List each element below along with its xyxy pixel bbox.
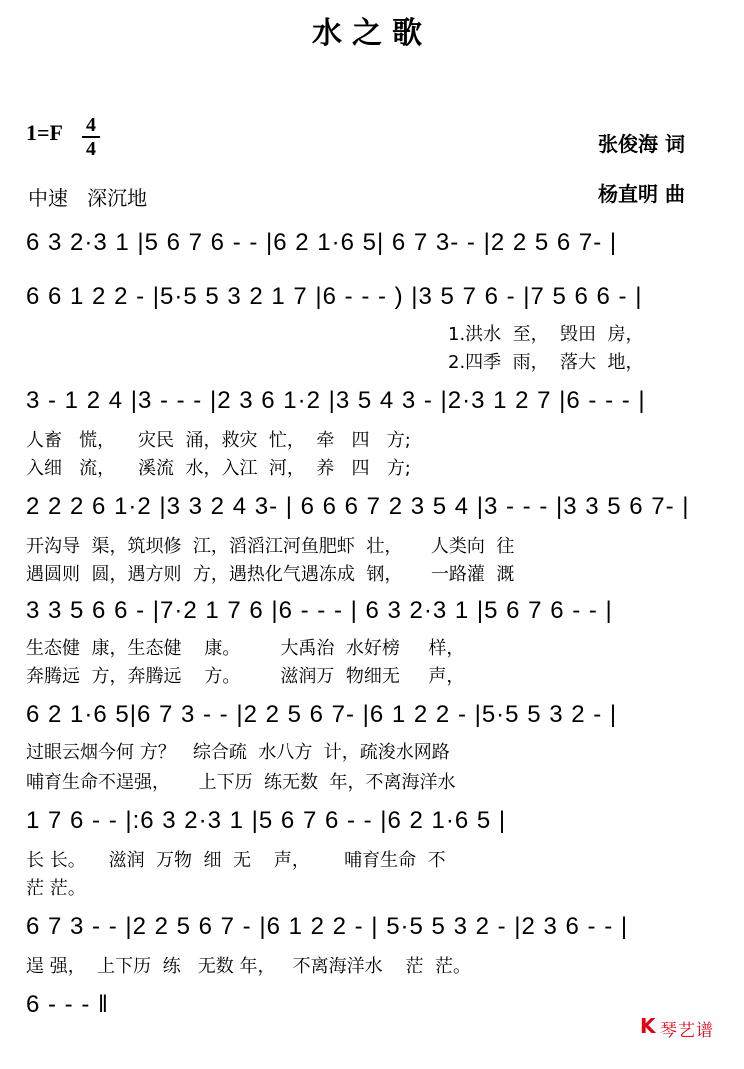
lyricist-credit: 张俊海 词: [598, 132, 685, 156]
music-line-8: 6 7 3 - - |2 2 5 6 7 - |6 1 2 2 - | 5·5 5 3 2 - |2 3 6 - - |: [26, 913, 629, 940]
time-signature-top: 4: [86, 114, 96, 136]
lyric-line-4-verse-1: 开沟导 渠，筑坝修 江，滔滔江河鱼肥虾 壮， 人类向 往: [26, 536, 515, 557]
lyric-line-3-verse-2: 入细 流， 溪流 水，入江 河， 养 四 方;: [26, 458, 411, 479]
lyric-line-6-verse-1: 过眼云烟今何 方？ 综合疏 水八方 计，疏浚水网路: [26, 742, 450, 763]
lyric-line-7-verse-1: 长 长。 滋润 万物 细 无 声， 哺育生命 不: [26, 850, 446, 871]
lyric-line-3-verse-1: 人畜 慌， 灾民 涌，救灾 忙， 牵 四 方;: [26, 430, 411, 451]
music-line-5: 3 3 5 6 6 - |7·2 1 7 6 |6 - - - | 6 3 2·3 1 |5 6 7 6 - - |: [26, 597, 613, 624]
music-line-9: 6 - - - ‖: [26, 991, 109, 1018]
logo-mark-icon: K: [640, 1014, 656, 1038]
lyric-line-4-verse-2: 遇圆则 圆，遇方则 方，遇热化气遇冻成 钢， 一路灌 溉: [26, 564, 515, 585]
lyric-line-5-verse-2: 奔腾远 方，奔腾远 方。 滋润万 物细无 声，: [26, 666, 465, 687]
composer-credit: 杨直明 曲: [598, 182, 685, 206]
lyric-line-2-verse-2: 2.四季 雨， 落大 地，: [448, 352, 644, 373]
site-logo: [640, 1012, 740, 1040]
music-line-6: 6 2 1·6 5|6 7 3 - - |2 2 5 6 7- |6 1 2 2 - |5·5 5 3 2 - |: [26, 701, 618, 728]
music-line-3: 3 - 1 2 4 |3 - - - |2 3 6 1·2 |3 5 4 3 - |2·3 1 2 7 |6 - - - |: [26, 387, 646, 414]
key-signature: 1=F: [26, 120, 63, 145]
lyric-line-8-verse-1: 逞 强， 上下历 练 无数 年， 不离海洋水 茫 茫。: [26, 956, 471, 977]
tempo-marking: 中速 深沉地: [28, 186, 148, 210]
song-title: 水之歌: [312, 16, 432, 51]
music-line-7: 1 7 6 - - |:6 3 2·3 1 |5 6 7 6 - - |6 2 1·6 5 |: [26, 807, 507, 834]
time-signature: [80, 114, 102, 160]
lyric-line-5-verse-1: 生态健 康，生态健 康。 大禹治 水好榜 样，: [26, 638, 465, 659]
music-line-4: 2 2 2 6 1·2 |3 3 2 4 3- | 6 6 6 7 2 3 5 4 |3 - - - |3 3 5 6 7- |: [26, 493, 690, 520]
music-line-1: 6 3 2·3 1 |5 6 7 6 - - |6 2 1·6 5| 6 7 3- - |2 2 5 6 7- |: [26, 229, 618, 256]
lyric-line-7-verse-2: 茫 茫。: [26, 878, 86, 899]
lyric-line-2-verse-1: 1.洪水 至， 毁田 房，: [448, 324, 644, 345]
time-signature-bottom: 4: [86, 138, 96, 160]
logo-text: 琴艺谱: [660, 1021, 714, 1041]
lyric-line-6-verse-2: 哺育生命不逞强， 上下历 练无数 年，不离海洋水: [26, 772, 456, 793]
music-line-2: 6 6 1 2 2 - |5·5 5 3 2 1 7 |6 - - - ) |3 5 7 6 - |7 5 6 6 - |: [26, 283, 643, 310]
